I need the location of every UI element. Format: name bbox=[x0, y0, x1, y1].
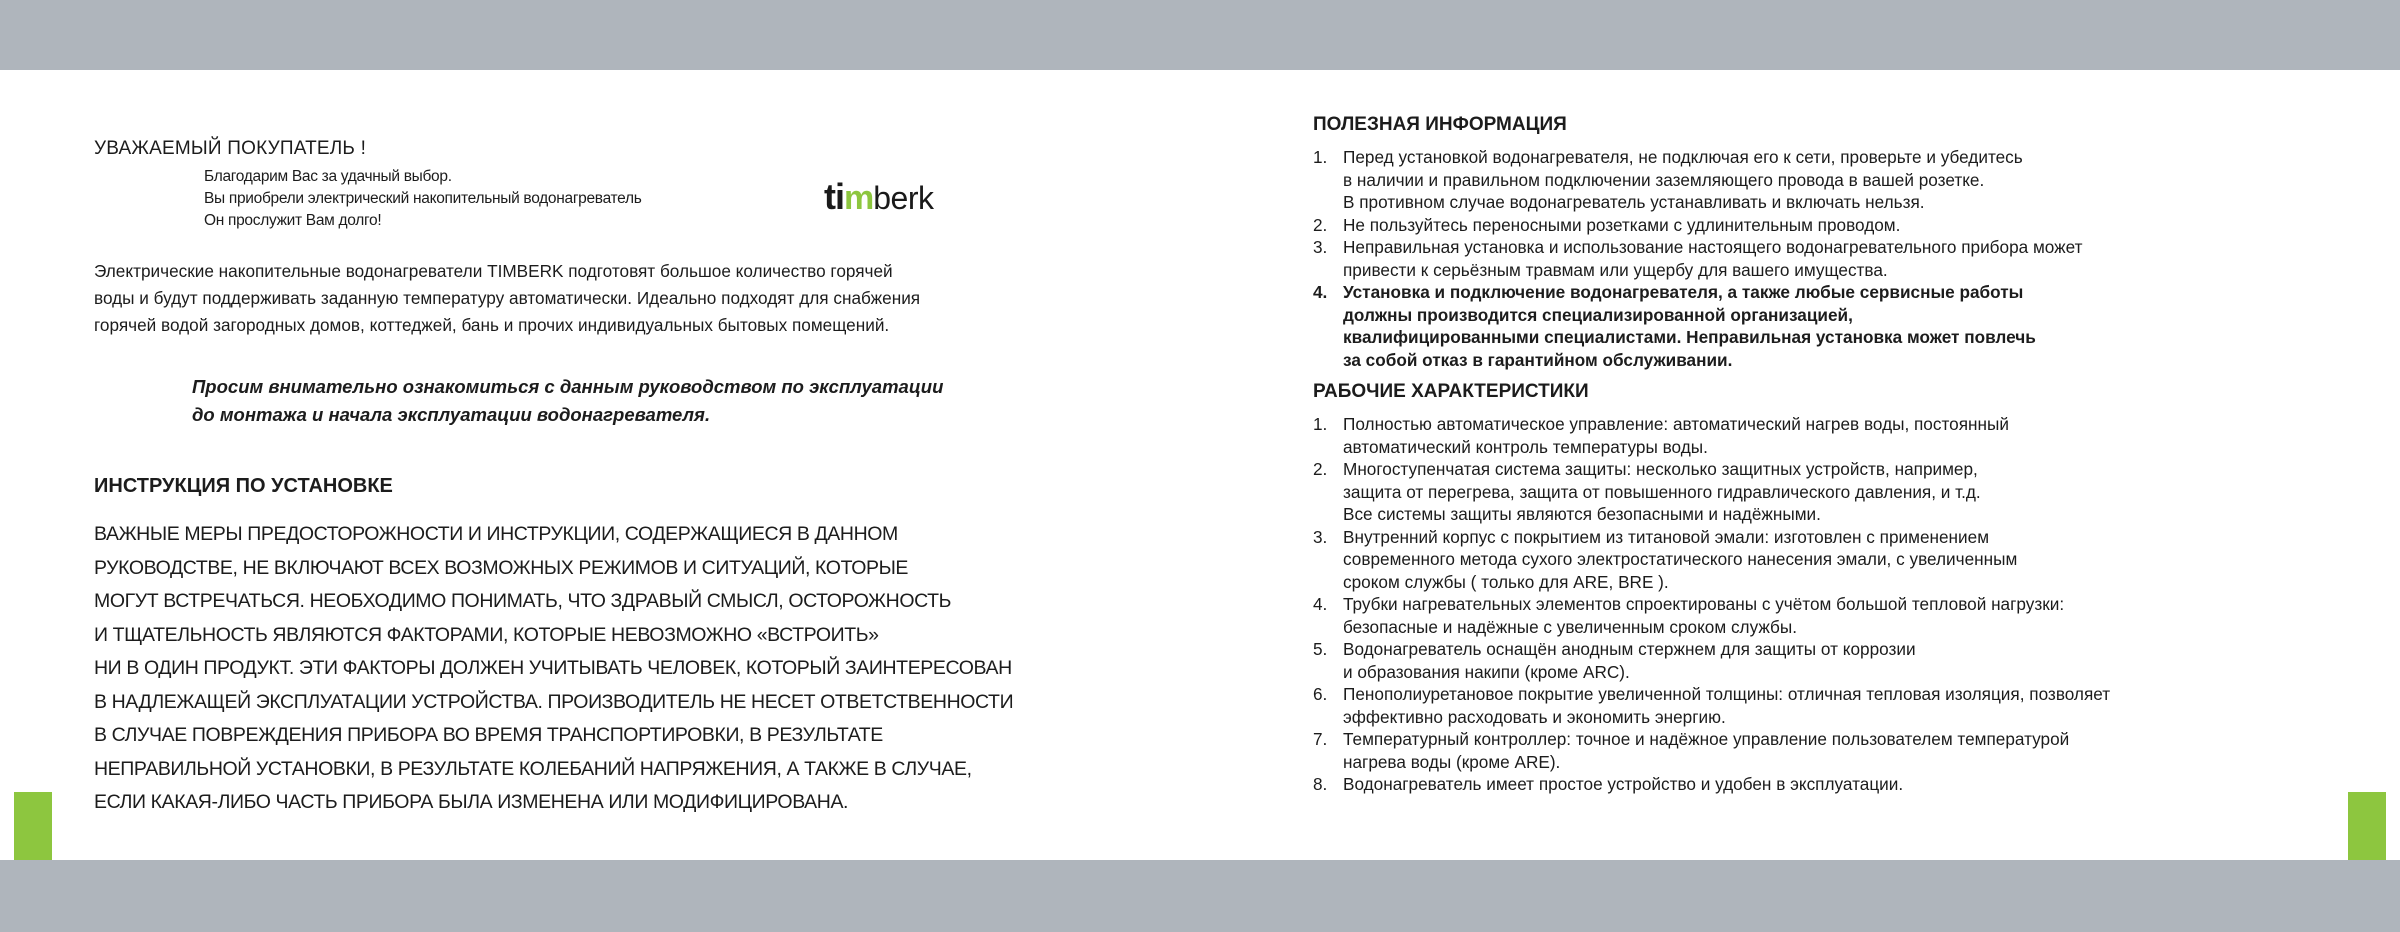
intro-line: Электрические накопительные водонагреватели TIMBERK подготовят большое количество горячей bbox=[94, 261, 893, 281]
greeting-title: УВАЖАЕМЫЙ ПОКУПАТЕЛЬ ! bbox=[94, 138, 367, 159]
item-number: 6. bbox=[1313, 684, 1328, 704]
item-number: 8. bbox=[1313, 774, 1328, 794]
logo-part-berk: berk bbox=[873, 180, 934, 216]
item-number: 3. bbox=[1313, 526, 1328, 547]
top-band bbox=[0, 0, 2400, 70]
item-line: Водонагреватель оснащён анодным стержнем для защиты от коррозии bbox=[1343, 639, 1916, 659]
thanks-line: Вы приобрели электрический накопительный водонагреватель bbox=[204, 190, 642, 207]
item-line: автоматический контроль температуры воды. bbox=[1343, 436, 1708, 457]
list-item bbox=[1313, 683, 2353, 728]
item-line: Многоступенчатая система защиты: несколько защитных устройств, например, bbox=[1343, 459, 1978, 479]
install-line: И ТЩАТЕЛЬНОСТЬ ЯВЛЯЮТСЯ ФАКТОРАМИ, КОТОРЫЕ НЕВОЗМОЖНО «ВСТРОИТЬ» bbox=[94, 623, 879, 646]
install-warning-text bbox=[94, 518, 1174, 820]
item-line: нагрева воды (кроме ARE). bbox=[1343, 751, 1561, 772]
item-line: Все системы защиты являются безопасными и надёжными. bbox=[1343, 504, 1821, 524]
install-line: ВАЖНЫЕ МЕРЫ ПРЕДОСТОРОЖНОСТИ И ИНСТРУКЦИИ, СОДЕРЖАЩИЕСЯ В ДАННОМ bbox=[94, 523, 898, 545]
install-line: В СЛУЧАЕ ПОВРЕЖДЕНИЯ ПРИБОРА ВО ВРЕМЯ ТРАНСПОРТИРОВКИ, В РЕЗУЛЬТАТЕ bbox=[94, 724, 883, 746]
intro-paragraph bbox=[94, 258, 1174, 339]
item-number: 4. bbox=[1313, 594, 1328, 614]
notice-line: до монтажа и начала эксплуатации водонагревателя. bbox=[192, 404, 711, 425]
install-line: НЕПРАВИЛЬНОЙ УСТАНОВКИ, В РЕЗУЛЬТАТЕ КОЛЕБАНИЙ НАПРЯЖЕНИЯ, А ТАКЖЕ В СЛУЧАЕ, bbox=[94, 757, 972, 780]
item-line: Неправильная установка и использование настоящего водонагревательного прибора может bbox=[1343, 237, 2083, 257]
list-item bbox=[1313, 526, 2353, 594]
item-line: безопасные и надёжные с увеличенным сроком службы. bbox=[1343, 616, 1798, 637]
item-line: в наличии и правильном подключении заземляющего провода в вашей розетке. bbox=[1343, 169, 1985, 190]
item-number: 5. bbox=[1313, 639, 1328, 659]
install-line: ЕСЛИ КАКАЯ-ЛИБО ЧАСТЬ ПРИБОРА БЫЛА ИЗМЕНЕНА ИЛИ МОДИФИЦИРОВАНА. bbox=[94, 791, 849, 813]
install-line: В НАДЛЕЖАЩЕЙ ЭКСПЛУАТАЦИИ УСТРОЙСТВА. ПРОИЗВОДИТЕЛЬ НЕ НЕСЕТ ОТВЕТСТВЕННОСТИ bbox=[94, 690, 1014, 713]
read-manual-notice bbox=[192, 373, 1174, 429]
item-line: современного метода сухого электростатического нанесения эмали, с увеличенным bbox=[1343, 549, 2018, 569]
logo-part-m: m bbox=[844, 179, 874, 217]
right-page bbox=[1313, 114, 2353, 796]
intro-line: горячей водой загородных домов, коттеджей, бань и прочих индивидуальных бытовых помещений. bbox=[94, 315, 890, 335]
item-line: и образования накипи (кроме ARC). bbox=[1343, 661, 1630, 682]
thanks-block bbox=[204, 166, 1174, 232]
item-line: Водонагреватель имеет простое устройство и удобен в эксплуатации. bbox=[1343, 774, 1904, 794]
item-number: 2. bbox=[1313, 214, 1328, 235]
item-number: 2. bbox=[1313, 459, 1328, 479]
install-line: НИ В ОДИН ПРОДУКТ. ЭТИ ФАКТОРЫ ДОЛЖЕН УЧИТЫВАТЬ ЧЕЛОВЕК, КОТОРЫЙ ЗАИНТЕРЕСОВАН bbox=[94, 657, 1012, 679]
item-line: должны производится специализированной организацией, bbox=[1343, 304, 1853, 325]
install-line: МОГУТ ВСТРЕЧАТЬСЯ. НЕОБХОДИМО ПОНИМАТЬ, ЧТО ЗДРАВЫЙ СМЫСЛ, ОСТОРОЖНОСТЬ bbox=[94, 590, 952, 612]
item-line: сроком службы ( только для ARE, BRE ). bbox=[1343, 571, 1669, 592]
thanks-line: Он прослужит Вам долго! bbox=[204, 212, 382, 229]
left-page bbox=[94, 138, 1174, 820]
notice-line: Просим внимательно ознакомиться с данным руководством по эксплуатации bbox=[192, 376, 944, 397]
left-page-tab bbox=[14, 792, 52, 860]
item-line: Перед установкой водонагревателя, не подключая его к сети, проверьте и убедитесь bbox=[1343, 147, 2023, 167]
install-line: РУКОВОДСТВЕ, НЕ ВКЛЮЧАЮТ ВСЕХ ВОЗМОЖНЫХ РЕЖИМОВ И СИТУАЦИЙ, КОТОРЫЕ bbox=[94, 556, 909, 579]
list-item bbox=[1313, 236, 2353, 281]
useful-info-list bbox=[1313, 146, 2353, 371]
list-item bbox=[1313, 638, 2353, 683]
intro-line: воды и будут поддерживать заданную температуру автоматически. Идеально подходят для снабжения bbox=[94, 288, 921, 308]
item-line: за собой отказ в гарантийном обслуживании. bbox=[1343, 349, 1733, 370]
list-item bbox=[1313, 413, 2353, 458]
logo-part-ti: ti bbox=[824, 176, 844, 217]
item-line: привести к серьёзным травмам или ущербу для вашего имущества. bbox=[1343, 259, 1888, 280]
item-line: Полностью автоматическое управление: автоматический нагрев воды, постоянный bbox=[1343, 414, 2009, 434]
install-section-title: ИНСТРУКЦИЯ ПО УСТАНОВКЕ bbox=[94, 475, 393, 497]
item-number: 7. bbox=[1313, 729, 1328, 749]
useful-info-title: ПОЛЕЗНАЯ ИНФОРМАЦИЯ bbox=[1313, 114, 1567, 135]
specs-list bbox=[1313, 413, 2353, 796]
bottom-band bbox=[0, 860, 2400, 932]
list-item bbox=[1313, 146, 2353, 214]
thanks-line: Благодарим Вас за удачный выбор. bbox=[204, 168, 452, 185]
item-line: В противном случае водонагреватель устанавливать и включать нельзя. bbox=[1343, 192, 1925, 212]
item-line: Не пользуйтесь переносными розетками с удлинительным проводом. bbox=[1343, 214, 1901, 235]
item-line: Установка и подключение водонагревателя, а также любые сервисные работы bbox=[1343, 282, 2024, 302]
list-item bbox=[1313, 593, 2353, 638]
specs-title: РАБОЧИЕ ХАРАКТЕРИСТИКИ bbox=[1313, 381, 1589, 402]
list-item bbox=[1313, 728, 2353, 773]
list-item bbox=[1313, 458, 2353, 526]
item-line: Трубки нагревательных элементов спроектированы с учётом большой тепловой нагрузки: bbox=[1343, 594, 2065, 614]
list-item bbox=[1313, 214, 2353, 237]
item-number: 1. bbox=[1313, 414, 1328, 434]
item-line: квалифицированными специалистами. Неправильная установка может повлечь bbox=[1343, 327, 2036, 347]
item-line: Внутренний корпус с покрытием из титановой эмали: изготовлен с применением bbox=[1343, 526, 1990, 547]
timberk-logo bbox=[824, 176, 934, 217]
item-line: Температурный контроллер: точное и надёжное управление пользователем температурой bbox=[1343, 729, 2070, 749]
item-number: 1. bbox=[1313, 147, 1328, 167]
list-item bbox=[1313, 281, 2353, 371]
item-line: эффективно расходовать и экономить энергию. bbox=[1343, 706, 1726, 727]
right-page-tab bbox=[2348, 792, 2386, 860]
item-line: защита от перегрева, защита от повышенного гидравлического давления, и т.д. bbox=[1343, 481, 1981, 502]
item-number: 4. bbox=[1313, 282, 1328, 302]
item-number: 3. bbox=[1313, 237, 1328, 257]
item-line: Пенополиуретановое покрытие увеличенной толщины: отличная тепловая изоляция, позволяет bbox=[1343, 684, 2111, 704]
list-item bbox=[1313, 773, 2353, 796]
